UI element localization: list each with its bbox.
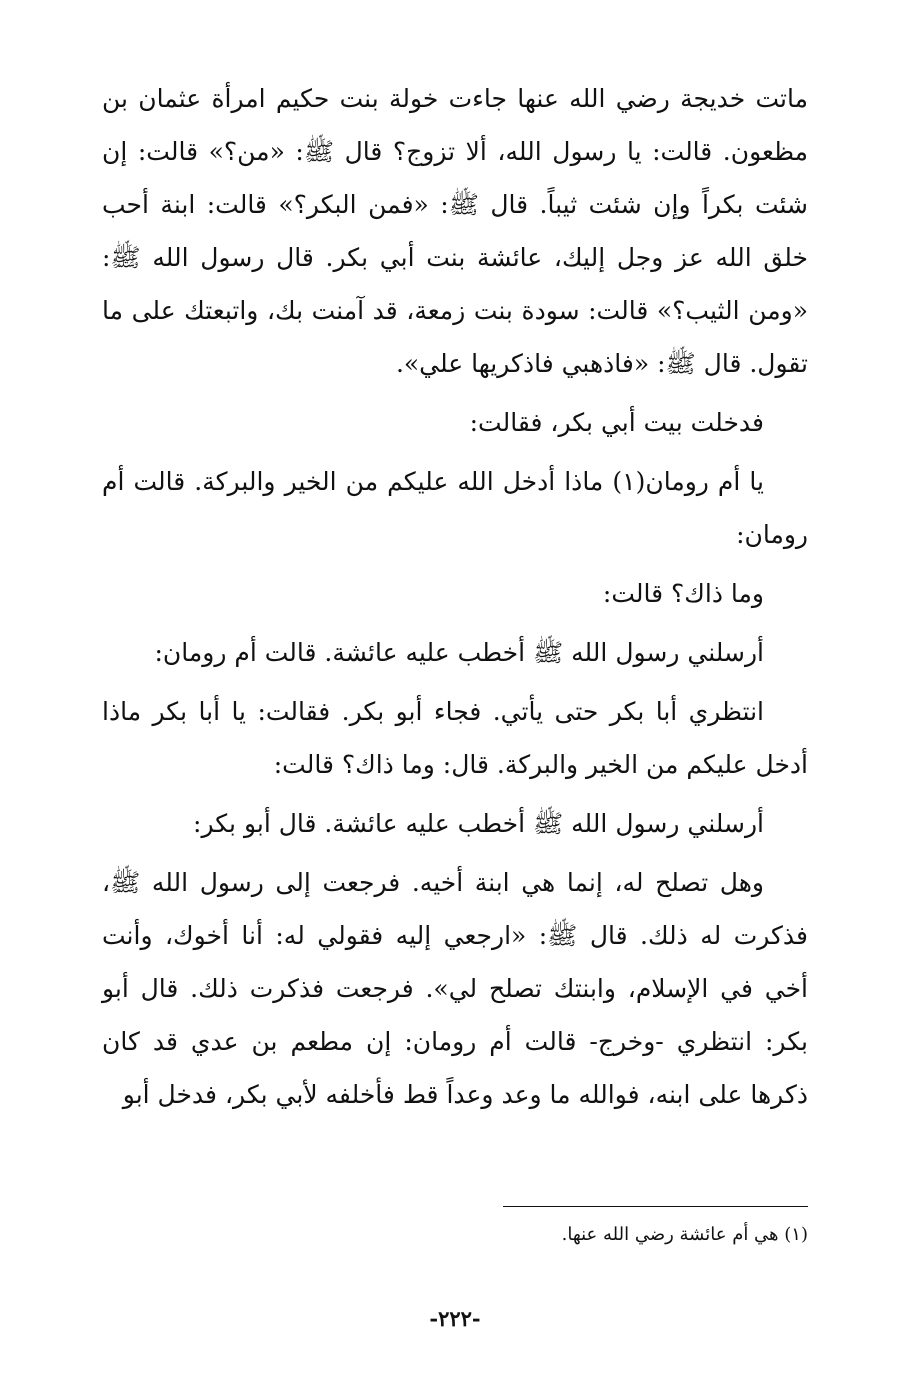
paragraph-sent-by-prophet-1: أرسلني رسول الله ﷺ أخطب عليه عائشة. قالت أم رومان: <box>154 638 764 667</box>
footnote: (١) هي أم عائشة رضي الله عنها. <box>561 1224 808 1245</box>
paragraph-sent-by-prophet-2: أرسلني رسول الله ﷺ أخطب عليه عائشة. قال أبو بكر: <box>193 809 764 838</box>
paragraph-khawla-proposal: ماتت خديجة رضي الله عنها جاءت خولة بنت حكيم امرأة عثمان بن مظعون. قالت: يا رسول الله، ألا تزوج؟ قال ﷺ: «من؟» قالت: إن شئت بكراً وإن شئت ثيباً. قال ﷺ: «فمن البكر؟» قالت: ابنة أحب خلق الله عز وجل إليك، عائشة بنت أبي بكر. قال رسول الله ﷺ: «ومن الثيب؟» قالت: سودة بنت زمعة، قد آمنت بك، واتبعتك على ما تقول. قال ﷺ: «فاذهبي فاذكريها علي». <box>102 84 808 378</box>
paragraph-entered-abu-bakr-house: فدخلت بيت أبي بكر، فقالت: <box>469 408 764 437</box>
page-number: -٢٢٢- <box>429 1306 481 1331</box>
footnote-separator <box>503 1206 808 1207</box>
paragraph-what-is-that: وما ذاك؟ قالت: <box>602 579 764 608</box>
paragraph-abu-bakr-reply: وهل تصلح له، إنما هي ابنة أخيه. فرجعت إلى رسول الله ﷺ، فذكرت له ذلك. قال ﷺ: «ارجعي إليه فقولي له: أنا أخوك، وأنت أخي في الإسلام، وابنتك تصلح لي». فرجعت فذكرت ذلك. قال أبو بكر: انتظري -وخرج- قالت أم رومان: إن مطعم بن عدي قد كان ذكرها على ابنه، فوالله ما وعد وعداً قط فأخلفه لأبي بكر، فدخل أبو <box>102 868 808 1109</box>
paragraph-wait-for-abu-bakr: انتظري أبا بكر حتى يأتي. فجاء أبو بكر. فقالت: يا أبا بكر ماذا أدخل عليكم من الخير والبركة. قال: وما ذاك؟ قالت: <box>102 697 808 779</box>
page-body <box>102 72 808 1121</box>
paragraph-umm-ruman-greeting: يا أم رومان(١) ماذا أدخل الله عليكم من الخير والبركة. قالت أم رومان: <box>102 467 808 549</box>
